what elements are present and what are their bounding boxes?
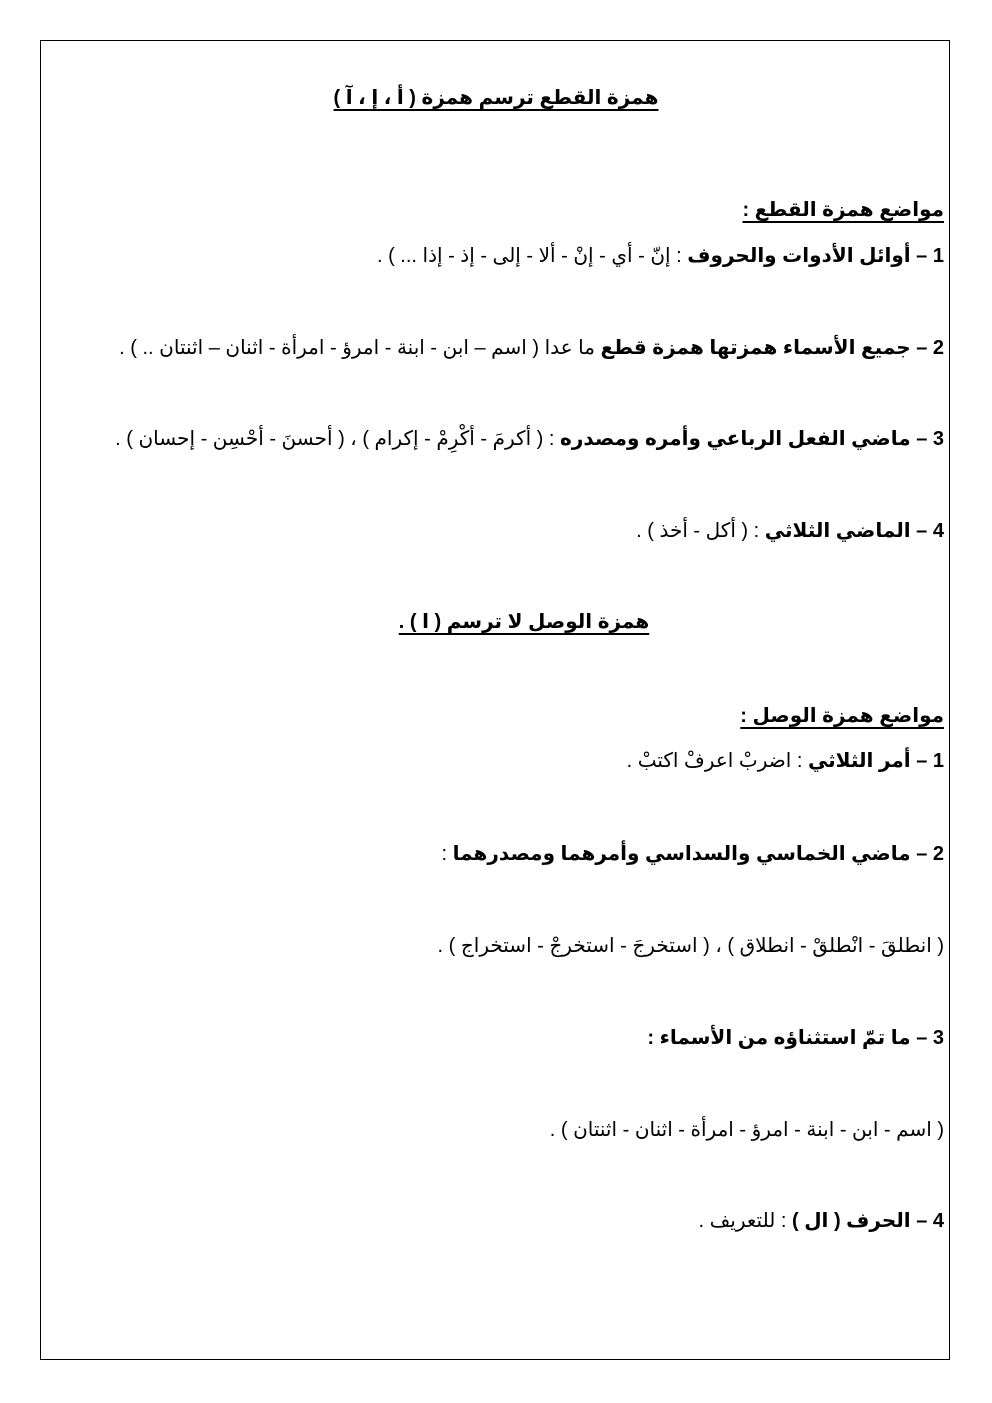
wasl-item-1-label: 1 – أمر الثلاثي	[807, 750, 944, 772]
wasl-item-2-examples: ( انطلقَ - انْطلقْ - انطلاق ) ، ( استخرجَ - استخرجْ - استخراج ) .	[437, 935, 944, 957]
wasl-item-4-label: 4 – الحرف ( ال )	[791, 1210, 944, 1232]
wasl-item-2-colon: :	[441, 843, 453, 865]
qat-item-3-text: : ( أكرمَ - أكْرِمْ - إكرام ) ، ( أحسنَ - أحْسِن - إحسان ) .	[115, 428, 561, 450]
wasl-item-3-label: 3 – ما تمّ استثناؤه من الأسماء :	[647, 1027, 944, 1049]
qat-item-3	[10, 425, 944, 453]
qat-heading: مواضع همزة القطع :	[742, 199, 944, 221]
qat-item-2	[10, 334, 944, 362]
qat-title: همزة القطع ترسم همزة ( أ ، إ ، آ )	[333, 87, 659, 109]
qat-item-1-text: : إنّ - أي - إنْ - ألا - إلى - إذ - إذا ... ) .	[376, 245, 688, 267]
wasl-item-4	[48, 1207, 944, 1235]
qat-item-4-text: : ( أكل - أخذ ) .	[636, 520, 765, 542]
wasl-heading: مواضع همزة الوصل :	[740, 705, 944, 727]
page-border	[40, 40, 950, 1360]
wasl-item-3-examples: ( اسم - ابن - ابنة - امرؤ - امرأة - اثنان - اثنتان ) .	[549, 1119, 944, 1141]
wasl-item-4-text: : للتعريف .	[698, 1210, 792, 1232]
qat-item-2-label: 2 – جميع الأسماء همزتها همزة قطع	[600, 337, 944, 359]
qat-item-4-label: 4 – الماضي الثلاثي	[764, 520, 944, 542]
wasl-title: همزة الوصل لا ترسم ( ا ) .	[398, 611, 650, 633]
qat-item-1-label: 1 – أوائل الأدوات والحروف	[687, 245, 944, 267]
wasl-item-1-text: : اضربْ اعرفْ اكتبْ .	[626, 750, 808, 772]
wasl-item-1	[48, 747, 944, 775]
wasl-item-2-label: 2 – ماضي الخماسي والسداسي وأمرهما ومصدرهما	[452, 843, 944, 865]
qat-item-3-label: 3 – ماضي الفعل الرباعي وأمره ومصدره	[560, 428, 944, 450]
qat-item-4	[48, 517, 944, 545]
wasl-item-2	[48, 840, 944, 868]
qat-item-1	[48, 242, 944, 270]
qat-item-2-text: ما عدا ( اسم – ابن - ابنة - امرؤ - امرأة - اثنان – اثنتان .. ) .	[119, 337, 601, 359]
